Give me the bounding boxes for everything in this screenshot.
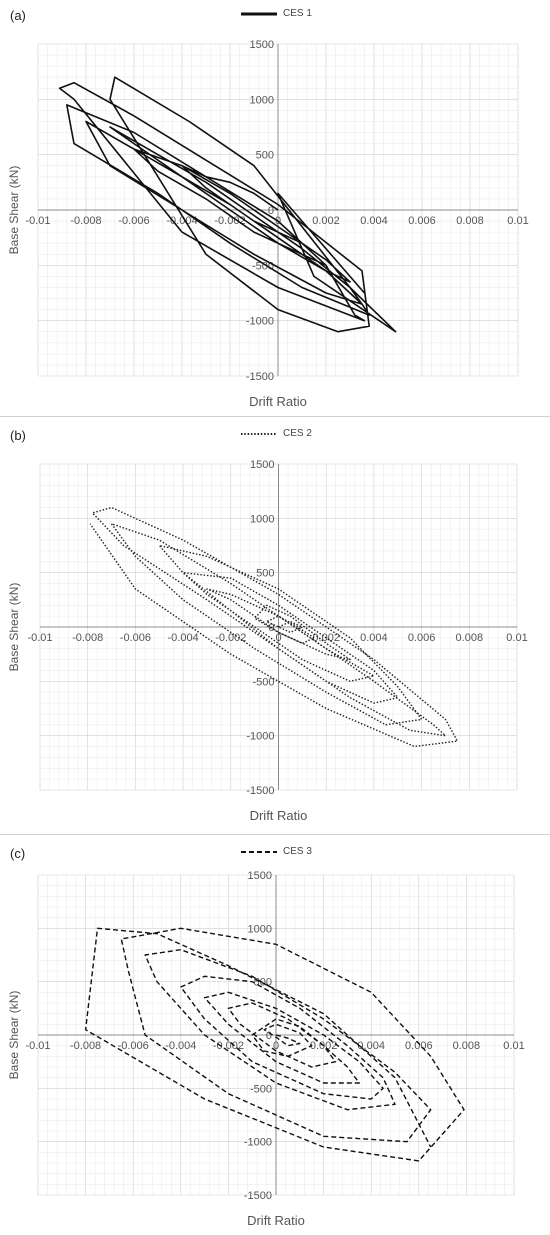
x-tick-label: -0.002 <box>215 632 247 644</box>
y-tick-label: 0 <box>268 622 275 634</box>
y-tick-label: 1500 <box>247 870 272 882</box>
y-tick-label: -1500 <box>246 785 275 797</box>
x-tick-label: -0.01 <box>25 215 51 227</box>
y-axis-title: Base Shear (kN) <box>7 582 21 672</box>
y-tick-label: 1000 <box>250 513 275 526</box>
x-tick-label: 0 <box>274 215 282 227</box>
y-tick-label: 500 <box>255 149 274 162</box>
x-tick-label: 0.004 <box>357 1040 385 1052</box>
x-tick-label: 0.008 <box>456 215 484 227</box>
x-axis-title: Drift Ratio <box>247 1213 305 1228</box>
x-tick-label: -0.006 <box>117 1040 149 1052</box>
chart-panel-a <box>0 0 550 410</box>
legend-label: CES 2 <box>283 428 312 439</box>
hysteresis-chart <box>0 838 550 1235</box>
x-tick-label: -0.004 <box>165 1040 197 1052</box>
hysteresis-chart <box>0 0 550 410</box>
x-tick-label: 0 <box>272 1040 280 1052</box>
legend-label: CES 1 <box>283 8 312 19</box>
x-tick-label: -0.008 <box>69 1040 102 1052</box>
chart-panel-c <box>0 838 550 1235</box>
y-tick-label: 1500 <box>250 459 275 471</box>
x-tick-label: -0.002 <box>214 215 246 227</box>
y-tick-label: -1500 <box>243 1190 272 1202</box>
x-tick-label: -0.004 <box>167 632 199 644</box>
x-axis-title: Drift Ratio <box>249 394 307 409</box>
x-tick-label: 0.008 <box>452 1040 481 1052</box>
x-tick-label: -0.01 <box>25 1040 51 1052</box>
y-tick-label: -1000 <box>245 315 274 328</box>
x-tick-label: -0.008 <box>72 632 104 644</box>
y-axis-title: Base Shear (kN) <box>7 165 21 255</box>
panel-label: (c) <box>10 846 26 861</box>
x-tick-label: 0.004 <box>360 632 388 644</box>
y-tick-label: 1000 <box>247 923 272 936</box>
y-tick-label: 500 <box>256 567 275 580</box>
y-tick-label: -500 <box>252 676 275 689</box>
y-axis-title: Base Shear (kN) <box>7 990 21 1080</box>
panel-label: (a) <box>10 8 26 23</box>
x-tick-label: 0.002 <box>312 215 340 227</box>
y-tick-label: 500 <box>253 976 272 989</box>
panel-divider <box>0 416 550 417</box>
x-tick-label: -0.006 <box>118 215 150 227</box>
x-tick-label: -0.002 <box>212 1040 245 1052</box>
x-tick-label: -0.01 <box>27 632 53 644</box>
x-axis-title: Drift Ratio <box>249 808 308 823</box>
x-tick-label: 0 <box>275 632 282 644</box>
y-tick-label: 0 <box>265 1030 272 1042</box>
x-tick-label: 0.002 <box>309 1040 338 1052</box>
x-tick-label: 0.01 <box>507 215 529 227</box>
x-tick-label: 0.002 <box>312 632 340 644</box>
panel-divider <box>0 834 550 835</box>
panel-label: (b) <box>10 428 26 443</box>
y-tick-label: 0 <box>267 205 274 217</box>
y-tick-label: 1000 <box>249 94 274 107</box>
y-tick-label: -1000 <box>246 730 275 743</box>
x-tick-label: 0.01 <box>506 632 528 644</box>
y-tick-label: -1500 <box>245 371 274 383</box>
legend-label: CES 3 <box>283 846 312 857</box>
y-tick-label: 1500 <box>249 39 274 51</box>
x-tick-label: 0.004 <box>360 215 388 227</box>
y-tick-label: -500 <box>251 260 274 273</box>
x-tick-label: 0.006 <box>408 215 436 227</box>
x-tick-label: 0.006 <box>405 1040 433 1052</box>
chart-panel-b <box>0 420 550 832</box>
x-tick-label: -0.006 <box>119 632 152 644</box>
x-tick-label: 0.01 <box>503 1040 525 1052</box>
y-tick-label: -1000 <box>243 1136 272 1149</box>
hysteresis-chart <box>0 420 550 832</box>
y-tick-label: -500 <box>249 1083 272 1096</box>
x-tick-label: 0.006 <box>407 632 436 644</box>
x-tick-label: 0.008 <box>455 632 484 644</box>
x-tick-label: -0.004 <box>166 215 198 227</box>
x-tick-label: -0.008 <box>70 215 102 227</box>
